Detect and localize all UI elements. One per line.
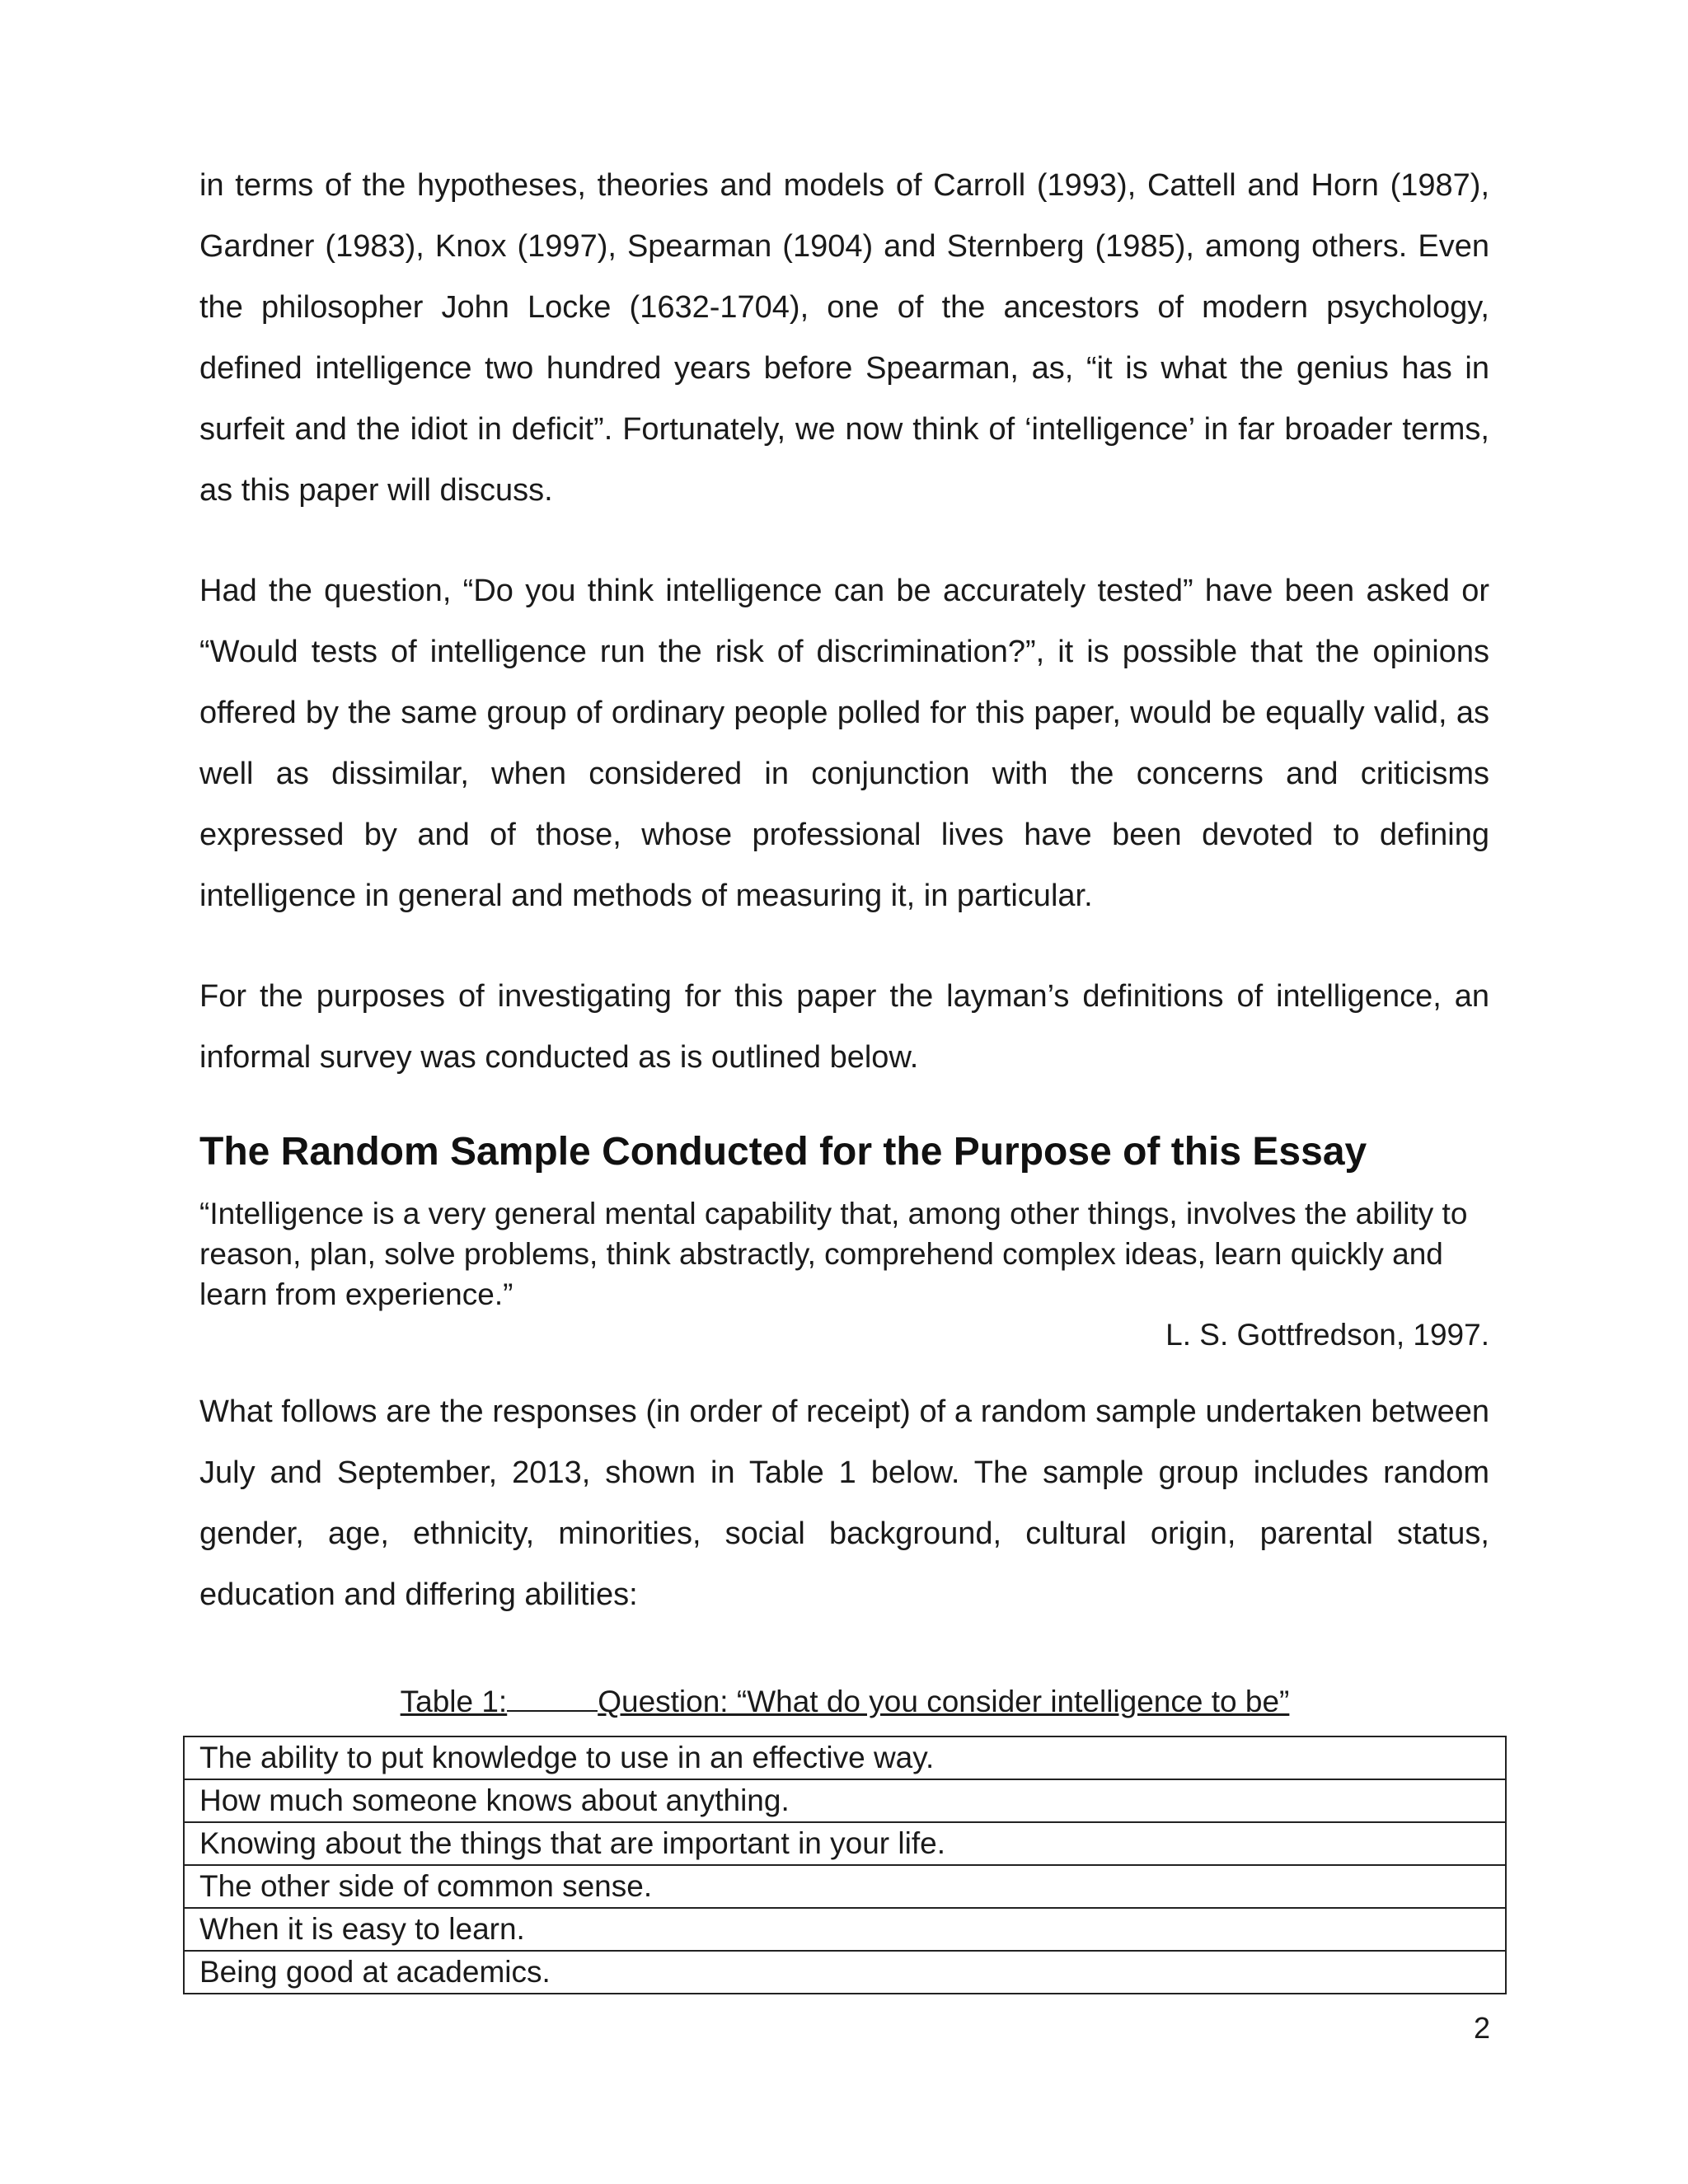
page-content — [199, 155, 1489, 1665]
body-paragraph-1: in terms of the hypotheses, theories and models of Carroll (1993), Cattell and Horn (1987), Gardner (1983), Knox (1997), Spearman (1904) and Sternberg (1985), among others. Even the philosopher John Locke (1632-1704), one of the ancestors of modern psychology, defined intelligence two hundred years before Spearman, as, “it is what the genius has in surfeit and the idiot in deficit”. Fortunately, we now think of ‘intelligence’ in far broader terms, as this paper will discuss. — [199, 168, 1489, 508]
table-cell: When it is easy to learn. — [184, 1908, 1506, 1951]
table-row — [184, 1951, 1506, 1994]
body-paragraph-2: Had the question, “Do you think intelligence can be accurately tested” have been asked or “Would tests of intelligence run the risk of discrimination?”, it is possible that the opinions offered by the same group of ordinary people polled for this paper, would be equally valid, as well as dissimilar, when considered in conjunction with the concerns and criticisms expressed by and of those, whose professional lives have been devoted to defining intelligence in general and methods of measuring it, in particular. — [199, 574, 1489, 913]
table-cell: Knowing about the things that are important in your life. — [184, 1822, 1506, 1865]
quote-attribution: L. S. Gottfredson, 1997. — [1165, 1318, 1489, 1352]
quote-text: “Intelligence is a very general mental capability that, among other things, involves the ability to reason, plan, solve problems, think abstractly, comprehend complex ideas, learn quickly and learn from experience.” — [199, 1197, 1468, 1311]
table-caption-gap — [507, 1685, 598, 1712]
table-caption-label: Table 1: — [400, 1685, 508, 1718]
table-row — [184, 1865, 1506, 1908]
responses-table — [183, 1736, 1507, 1994]
body-paragraph-3: For the purposes of investigating for this paper the layman’s definitions of intelligence, an informal survey was conducted as is outlined below. — [199, 979, 1489, 1075]
table-cell: The other side of common sense. — [184, 1865, 1506, 1908]
section-heading: The Random Sample Conducted for the Purpose of this Essay — [199, 1130, 1367, 1174]
table-row — [184, 1822, 1506, 1865]
table-row — [184, 1736, 1506, 1779]
table-caption — [183, 1681, 1507, 1722]
table-row — [184, 1779, 1506, 1822]
table-row — [184, 1908, 1506, 1951]
table-caption-question: Question: “What do you consider intelligence to be” — [598, 1685, 1290, 1718]
table-cell: The ability to put knowledge to use in an effective way. — [184, 1736, 1506, 1779]
table-cell: Being good at academics. — [184, 1951, 1506, 1994]
page-number: 2 — [1473, 2011, 1490, 2045]
table-cell: How much someone knows about anything. — [184, 1779, 1506, 1822]
body-paragraph-4: What follows are the responses (in order of receipt) of a random sample undertaken between July and September, 2013, shown in Table 1 below. The sample group includes random gender, age, ethnicity, minorities, social background, cultural origin, parental status, education and differing abilities: — [199, 1394, 1489, 1612]
